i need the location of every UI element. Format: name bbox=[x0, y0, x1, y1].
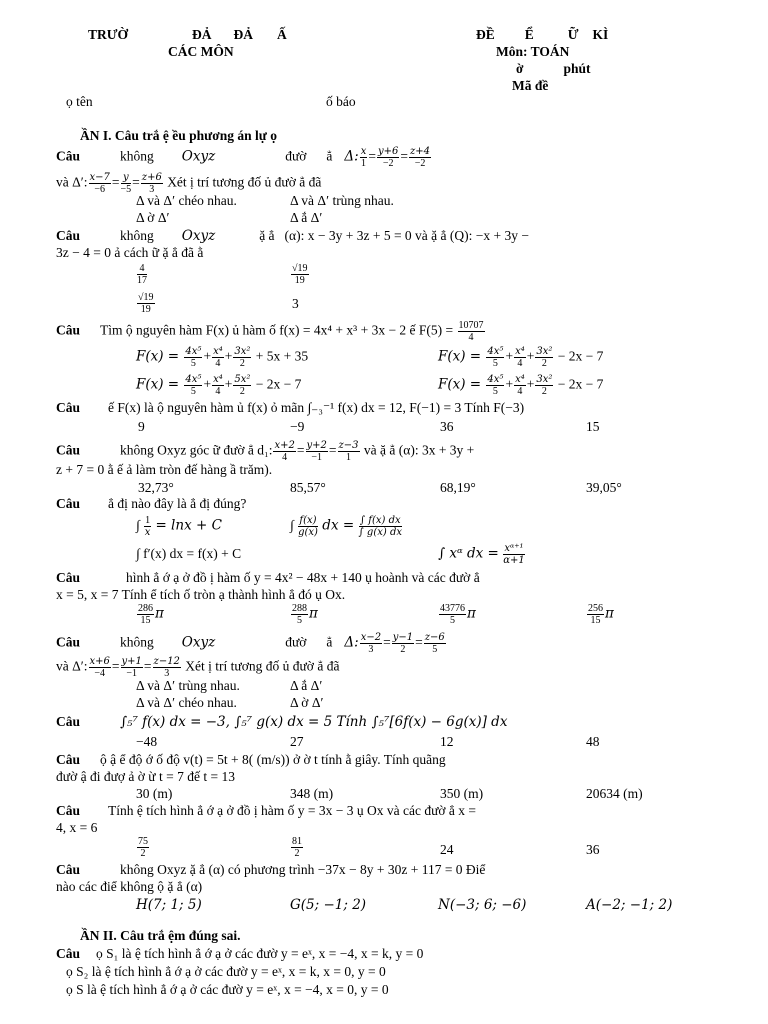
q4-option-b: −9 bbox=[290, 419, 305, 434]
q9-option-d: 48 bbox=[586, 734, 600, 749]
q11-option-b: $\frac{81}{2}$ bbox=[292, 836, 302, 859]
q7-option-a: $\frac{286}{15}$ π bbox=[138, 603, 164, 626]
q3-option-b: F(x) = $\frac{\text{4x⁵}}{5}$ + $\frac{\text{x⁴}}{4}$ + $\frac{\text{3x²}}{2}$ − 2x − 7 bbox=[438, 346, 604, 369]
q2-line1: Câu không Oxyz ặ ẳ (α): x − 3y + 3z + 5 = 0 và ặ ẳ (Q): −x + 3y − bbox=[56, 228, 529, 244]
q6-option-d: ∫ xᵅ dx = $\frac{\text{xᵅ⁺¹}}{\alpha+1}$ bbox=[438, 543, 525, 566]
q2-line2: 3z − 4 = 0 ả cách ữ ặ ẳ đã ằ bbox=[56, 245, 204, 260]
department: CÁC MÔN bbox=[168, 44, 234, 59]
q4-line1: Câu ế F(x) là ộ nguyên hàm ủ f(x) ỏ mãn ∫₋₃⁻¹ f(x) dx = 12, F(−1) = 3 Tính F(−3) bbox=[56, 400, 525, 415]
q6-option-b: ∫ $\frac{f(x)}{g(x)}$ dx = $\frac{\int f(x) dx}{\int g(x) dx}$ bbox=[290, 515, 402, 538]
q1-option-a: Δ và Δ′ chéo nhau. bbox=[136, 193, 237, 208]
q4-option-a: 9 bbox=[138, 419, 145, 434]
part2-title: ẦN II. Câu trắ ệm đúng sai. bbox=[80, 928, 241, 943]
q11-option-a: $\frac{75}{2}$ bbox=[138, 836, 148, 859]
q9-option-a: −48 bbox=[136, 734, 158, 749]
q12-line1: Câu không Oxyz ặ ẳ (α) có phương trình −37x − 8y + 30z + 117 = 0 Điể bbox=[56, 862, 486, 877]
q12-option-b: G(5; −1; 2) bbox=[290, 897, 367, 913]
q6-line1: Câu ẳ đị nào đây là ẳ đị đúng? bbox=[56, 496, 247, 511]
q2-option-a: $\frac{4}{17}$ bbox=[137, 263, 147, 286]
q7-line2: x = 5, x = 7 Tính ể tích ố tròn ạ thành hình ẳ đó ụ Ox. bbox=[56, 587, 346, 602]
q10-option-d: 20634 (m) bbox=[586, 786, 643, 801]
part1-title: ẦN I. Câu trắ ệ ều phương án lự ọ bbox=[80, 128, 277, 143]
q7-option-b: $\frac{288}{5}$ π bbox=[292, 603, 318, 626]
q10-line2: đườ ậ đi đượ ả ờ ừ t = 7 đế t = 13 bbox=[56, 769, 235, 784]
subject: Môn: TOÁN bbox=[496, 44, 570, 59]
q3-option-a: F(x) = $\frac{\text{4x⁵}}{5}$ + $\frac{\text{x⁴}}{4}$ + $\frac{\text{3x²}}{2}$ + 5x + 35 bbox=[136, 346, 309, 369]
q4-option-d: 15 bbox=[586, 419, 600, 434]
q1-option-c: Δ ờ Δ′ bbox=[136, 210, 170, 225]
q11-line1: Câu Tính ệ tích hình ẳ ớ ạ ở đồ ị hàm ố y = 3x − 3 ụ Ox và các đườ ẳ x = bbox=[56, 803, 477, 818]
q8-line2: và Δ′: $\frac{x+6}{-4}$ = $\frac{y+1}{-1}$ = $\frac{z-12}{3}$ Xét ị trí tương đố ủ đườ ẳ đã bbox=[56, 656, 340, 679]
exam-code: Mã đề bbox=[512, 78, 549, 93]
q1-option-b: Δ và Δ′ trùng nhau. bbox=[290, 193, 394, 208]
exam-title: ĐỀ Ể Ữ KÌ bbox=[476, 27, 609, 42]
q5-option-d: 39,05° bbox=[586, 480, 622, 495]
q3-option-d: F(x) = $\frac{\text{4x⁵}}{5}$ + $\frac{\text{x⁴}}{4}$ + $\frac{\text{3x²}}{2}$ − 2x − 7 bbox=[438, 374, 604, 397]
q7-line1: Câu hình ẳ ớ ạ ở đồ ị hàm ố y = 4x² − 48x + 140 ụ hoành và các đườ ẳ bbox=[56, 570, 480, 585]
q1-line1: Câu không Oxyz đườ ẳ Δ: $\frac{x}{1}$ = $\frac{y+6}{-2}$ = $\frac{z+4}{-2}$ bbox=[56, 146, 431, 169]
q10-option-a: 30 (m) bbox=[136, 786, 173, 801]
q1-line2: và Δ′: $\frac{x-7}{-6}$ = $\frac{y}{-5}$ = $\frac{z+6}{3}$ Xét ị trí tương đố ủ đườ ẳ đã bbox=[56, 172, 322, 195]
p2q1-line2: ọ S₂ là ệ tích hình ẳ ớ ạ ở các đườ y = eˣ, x = k, x = 0, y = 0 bbox=[66, 964, 386, 979]
p2q1-line1: Câu ọ S₁ là ệ tích hình ẳ ớ ạ ở các đườ y = eˣ, x = −4, x = k, y = 0 bbox=[56, 946, 424, 961]
name-label: ọ tên bbox=[66, 94, 93, 109]
q12-option-d: A(−2; −1; 2) bbox=[586, 897, 673, 913]
q8-option-b: Δ ắ Δ′ bbox=[290, 678, 323, 693]
q10-option-b: 348 (m) bbox=[290, 786, 334, 801]
q12-option-c: N(−3; 6; −6) bbox=[438, 897, 527, 913]
exam-time: ờ phút bbox=[516, 61, 591, 76]
q8-option-d: Δ ờ Δ′ bbox=[290, 695, 324, 710]
q10-line1: Câu ộ ậ ể độ ớ ố độ v(t) = 5t + 8( (m/s)) ở ờ t tính ằ giây. Tính quãng bbox=[56, 752, 446, 767]
q2-option-d: 3 bbox=[292, 296, 299, 311]
q8-option-c: Δ và Δ′ chéo nhau. bbox=[136, 695, 237, 710]
q12-option-a: H(7; 1; 5) bbox=[136, 897, 202, 913]
p2q1-line3: ọ S là ệ tích hình ẳ ớ ạ ở các đườ y = eˣ, x = −4, x = 0, y = 0 bbox=[66, 982, 389, 997]
q6-option-c: ∫ f′(x) dx = f(x) + C bbox=[136, 546, 242, 561]
q6-option-a: ∫ $\frac{1}{x}$ = lnx + C bbox=[136, 515, 222, 538]
q2-option-b: $\frac{√19}{19}$ bbox=[292, 263, 308, 286]
q5-option-b: 85,57° bbox=[290, 480, 326, 495]
q5-option-c: 68,19° bbox=[440, 480, 476, 495]
q3-option-c: F(x) = $\frac{\text{4x⁵}}{5}$ + $\frac{\text{x⁴}}{4}$ + $\frac{\text{5x²}}{2}$ − 2x − 7 bbox=[136, 374, 302, 397]
id-label: ố báo bbox=[326, 94, 356, 109]
q8-option-a: Δ và Δ′ trùng nhau. bbox=[136, 678, 240, 693]
q4-option-c: 36 bbox=[440, 419, 454, 434]
q5-line2: z + 7 = 0 ằ ế ả làm tròn đế hàng ầ trăm). bbox=[56, 462, 273, 477]
q2-option-c: $\frac{√19}{19}$ bbox=[138, 292, 154, 315]
q9-option-b: 27 bbox=[290, 734, 304, 749]
q12-line2: nào các điể không ộ ặ ẳ (α) bbox=[56, 879, 203, 894]
school-name: TRƯỜ ĐẢ ĐẢ Ấ bbox=[88, 27, 287, 42]
q11-option-c: 24 bbox=[440, 842, 454, 857]
q5-line1: Câu không Oxyz góc ữ đườ ẳ d₁: $\frac{x+2}{4}$ = $\frac{y+2}{-1}$ = $\frac{z-3}{1}$ và ặ ẳ (α): 3x + 3y + bbox=[56, 440, 475, 463]
q11-line2: 4, x = 6 bbox=[56, 820, 98, 835]
q7-option-d: $\frac{256}{15}$ π bbox=[588, 603, 614, 626]
q3-line1: Câu Tìm ộ nguyên hàm F(x) ủ hàm ố f(x) = 4x⁴ + x³ + 3x − 2 ế F(5) = $\frac{10707}{4}$ bbox=[56, 320, 484, 343]
q10-option-c: 350 (m) bbox=[440, 786, 484, 801]
q5-option-a: 32,73° bbox=[138, 480, 174, 495]
q1-option-d: Δ ắ Δ′ bbox=[290, 210, 323, 225]
q7-option-c: $\frac{43776}{5}$ π bbox=[440, 603, 476, 626]
q9-option-c: 12 bbox=[440, 734, 454, 749]
q11-option-d: 36 bbox=[586, 842, 600, 857]
q8-line1: Câu không Oxyz đườ ẳ Δ: $\frac{x-2}{3}$ = $\frac{y-1}{2}$ = $\frac{z-6}{5}$ bbox=[56, 632, 445, 655]
q9-line1: Câu ∫₅⁷ f(x) dx = −3, ∫₅⁷ g(x) dx = 5 Tính ∫₅⁷[6f(x) − 6g(x)] dx bbox=[56, 714, 508, 730]
